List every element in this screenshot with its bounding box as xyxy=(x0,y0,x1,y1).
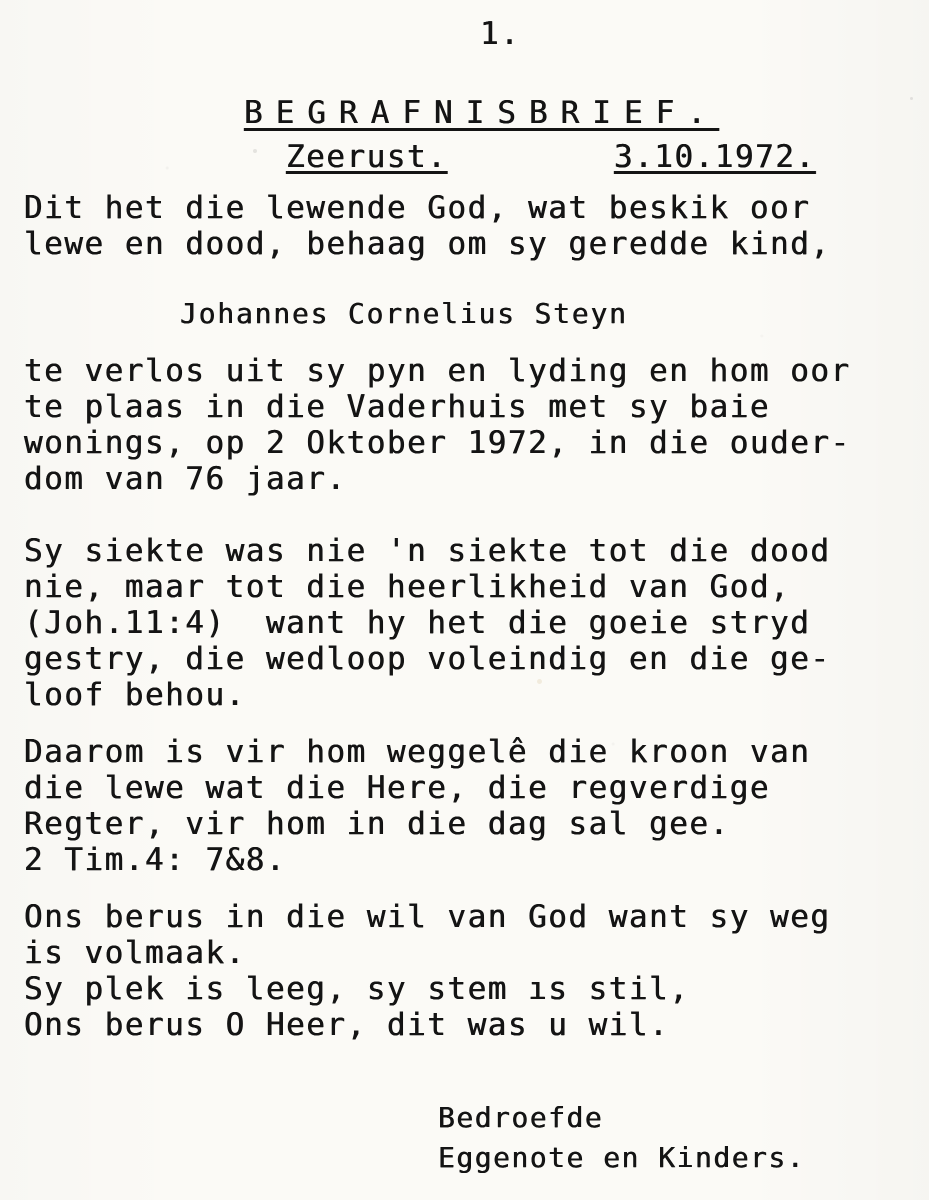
body-line-19: Ons berus O Heer, dit was u wil. xyxy=(24,1007,670,1043)
deceased-name: Johannes Cornelius Steyn xyxy=(180,297,628,330)
body-line-4: te plaas in die Vaderhuis met sy baie xyxy=(24,389,771,425)
body-line-10: gestry, die wedloop voleindig en die ge- xyxy=(24,641,831,677)
body-line-9: (Joh.11:4) want hy het die goeie stryd xyxy=(24,605,811,641)
body-line-14: Regter, vir hom in die dag sal gee. xyxy=(24,806,730,842)
body-line-16: Ons berus in die wil van God want sy weg xyxy=(24,899,831,935)
paper-speck xyxy=(253,149,257,153)
body-line-2: lewe en dood, behaag om sy geredde kind, xyxy=(24,226,831,262)
body-line-17: is volmaak. xyxy=(24,935,246,971)
body-line-12: Daarom is vir hom weggelê die kroon van xyxy=(24,734,811,770)
body-line-15: 2 Tim.4: 7&8. xyxy=(24,842,287,878)
body-line-7: Sy siekte was nie 'n siekte tot die dood xyxy=(24,533,831,569)
body-line-6: dom van 76 jaar. xyxy=(24,461,347,497)
body-line-5: wonings, op 2 Oktober 1972, in die ouder- xyxy=(24,425,851,461)
letter-place: Zeerust. xyxy=(286,139,448,175)
body-line-1: Dit het die lewende God, wat beskik oor xyxy=(24,190,811,226)
letter-title: BEGRAFNISBRIEF. xyxy=(244,95,719,131)
body-line-8: nie, maar tot die heerlikheid van God, xyxy=(24,569,791,605)
body-line-11: loof behou. xyxy=(24,677,246,713)
body-line-13: die lewe wat die Here, die regverdige xyxy=(24,770,771,806)
page-number: 1. xyxy=(480,16,521,52)
paper-speck xyxy=(910,97,913,100)
closing-line-2: Eggenote en Kinders. xyxy=(438,1141,806,1174)
body-line-3: te verlos uit sy pyn en lyding en hom oor xyxy=(24,353,851,389)
letter-date: 3.10.1972. xyxy=(614,139,816,175)
body-line-18: Sy plek is leeg, sy stem ıs stil, xyxy=(24,971,690,1007)
paper-speck xyxy=(537,679,542,684)
closing-line-1: Bedroefde xyxy=(438,1101,604,1134)
